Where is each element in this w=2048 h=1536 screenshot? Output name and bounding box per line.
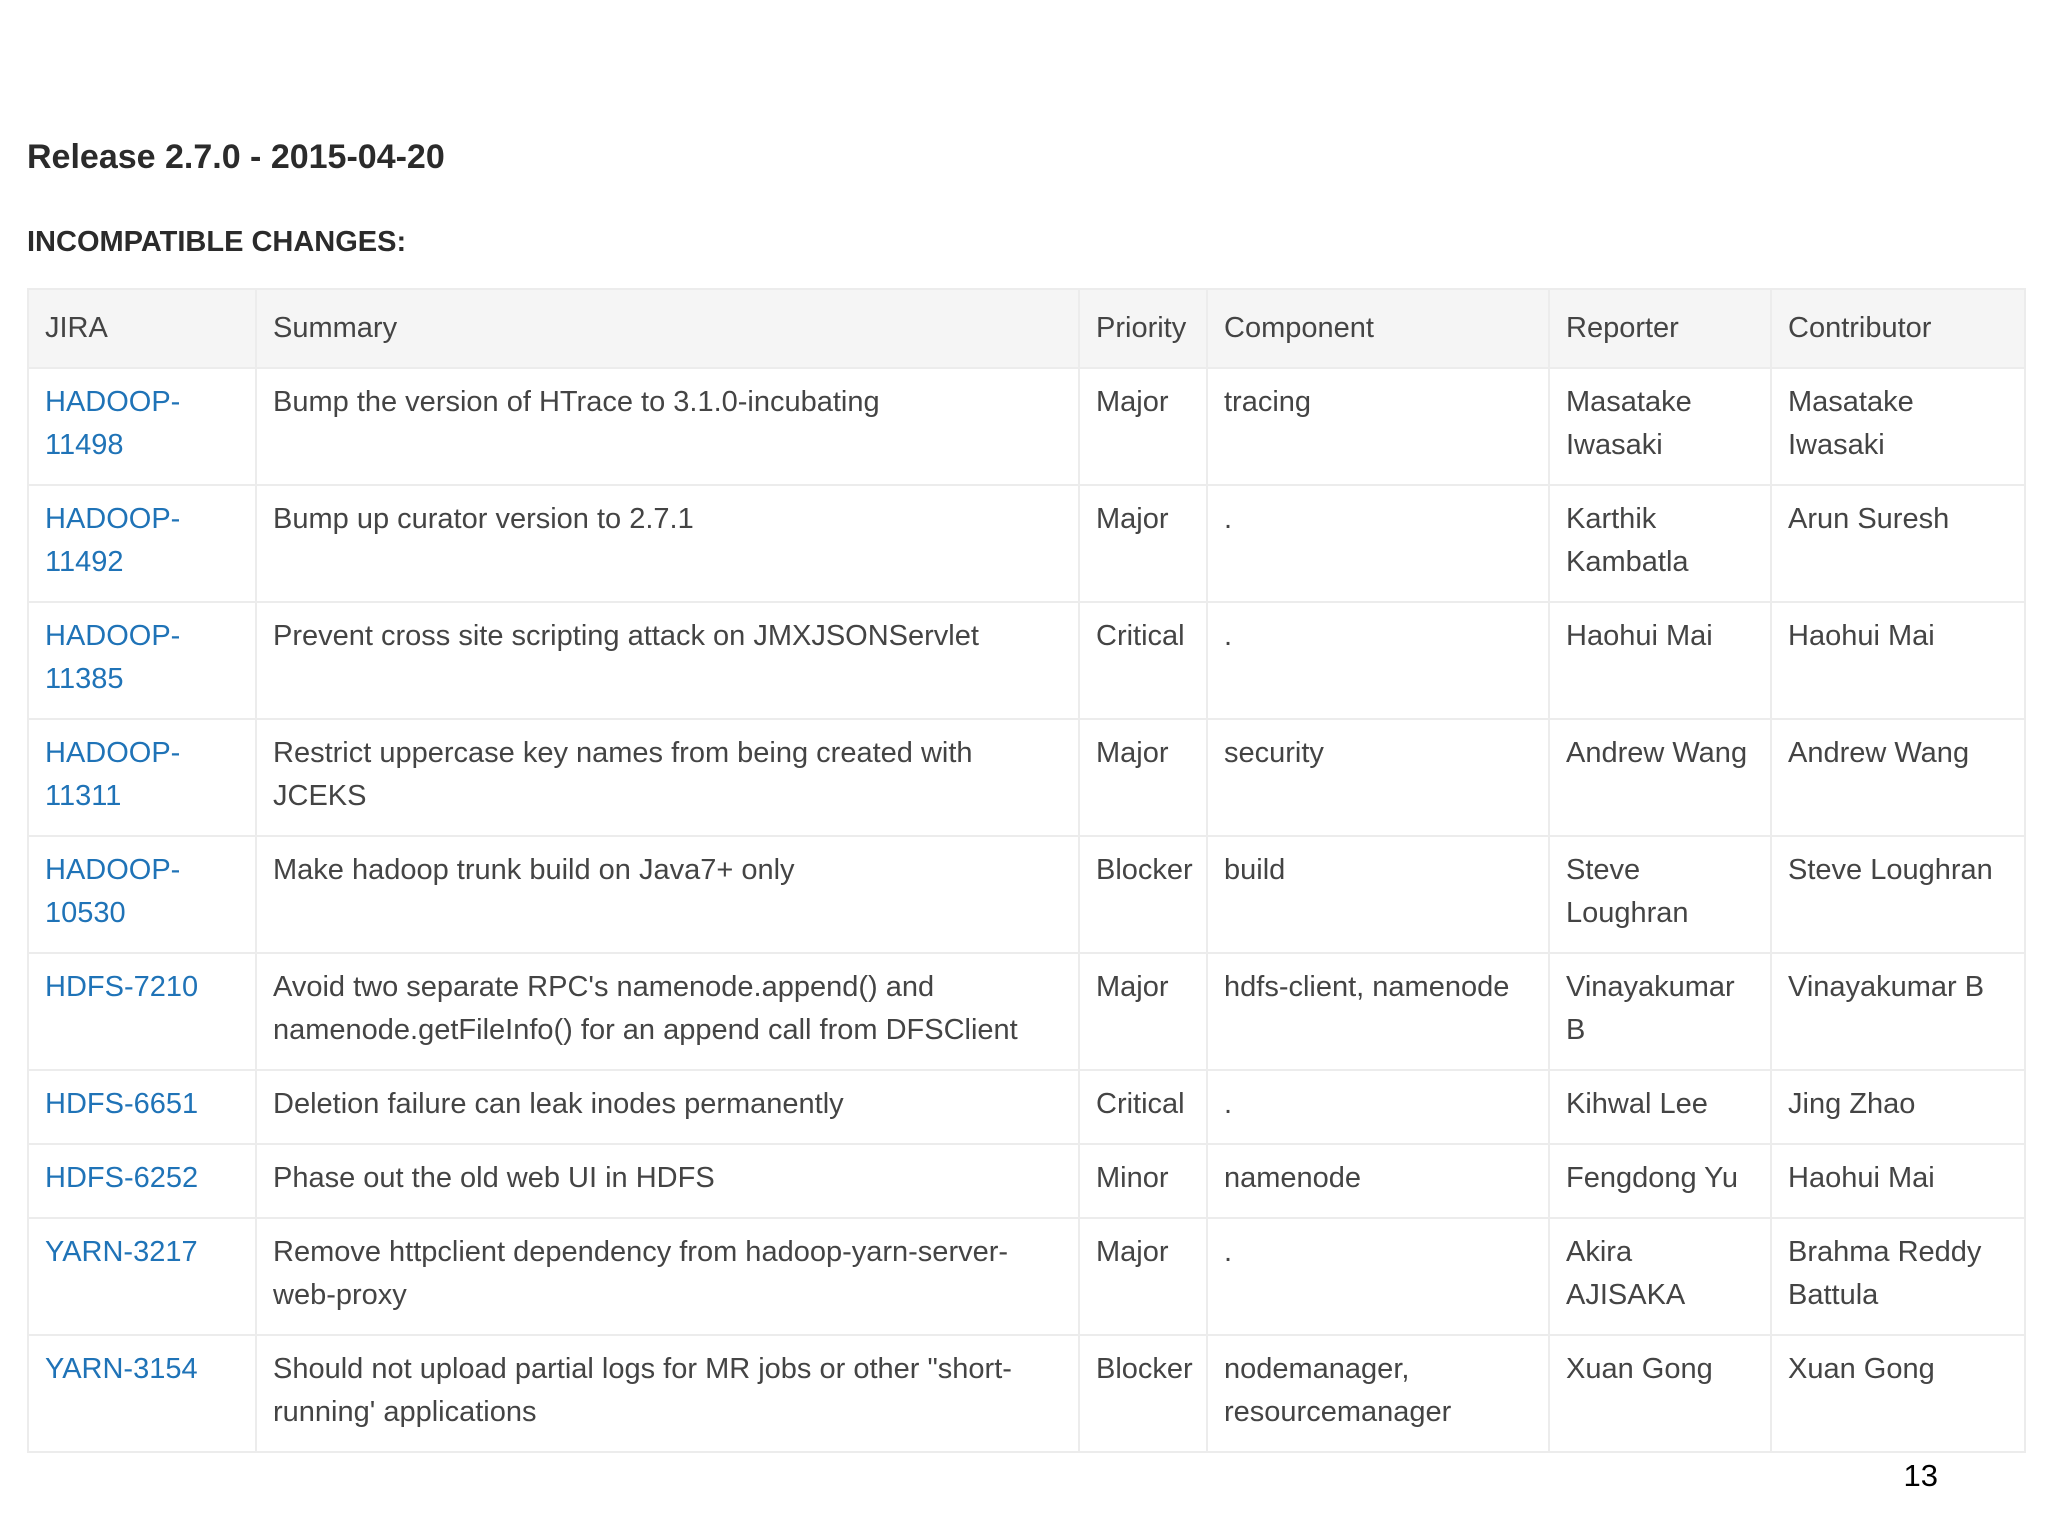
table-row <box>28 368 2025 485</box>
contributor-cell: Brahma Reddy Battula <box>1771 1218 2025 1335</box>
component-cell: namenode <box>1207 1144 1549 1218</box>
section-title: INCOMPATIBLE CHANGES: <box>27 226 407 258</box>
reporter-cell: Akira AJISAKA <box>1549 1218 1771 1335</box>
jira-link[interactable]: YARN-3217 <box>45 1236 198 1268</box>
jira-cell <box>28 953 256 1070</box>
priority-cell: Critical <box>1079 1070 1207 1144</box>
priority-cell: Blocker <box>1079 1335 1207 1452</box>
jira-cell <box>28 1070 256 1144</box>
reporter-cell: Karthik Kambatla <box>1549 485 1771 602</box>
summary-cell: Prevent cross site scripting attack on JMXJSONServlet <box>256 602 1079 719</box>
jira-link[interactable]: HADOOP-11498 <box>45 386 181 461</box>
header-summary: Summary <box>256 289 1079 368</box>
contributor-cell: Vinayakumar B <box>1771 953 2025 1070</box>
jira-link[interactable]: HADOOP-10530 <box>45 854 181 929</box>
jira-cell <box>28 1335 256 1452</box>
table-body <box>28 368 2025 1452</box>
contributor-cell: Haohui Mai <box>1771 602 2025 719</box>
jira-link[interactable]: HADOOP-11385 <box>45 620 181 695</box>
table-row <box>28 485 2025 602</box>
changes-table <box>27 288 2026 1453</box>
component-cell: nodemanager, resourcemanager <box>1207 1335 1549 1452</box>
jira-link[interactable]: HADOOP-11311 <box>45 737 181 812</box>
table-row <box>28 1070 2025 1144</box>
jira-cell <box>28 602 256 719</box>
page-number: 13 <box>1903 1458 1938 1493</box>
jira-link[interactable]: HDFS-6252 <box>45 1162 199 1194</box>
contributor-cell: Jing Zhao <box>1771 1070 2025 1144</box>
component-cell: . <box>1207 485 1549 602</box>
summary-cell: Should not upload partial logs for MR jobs or other "short-running' applications <box>256 1335 1079 1452</box>
jira-link[interactable]: HADOOP-11492 <box>45 503 181 578</box>
contributor-cell: Haohui Mai <box>1771 1144 2025 1218</box>
priority-cell: Major <box>1079 1218 1207 1335</box>
header-priority: Priority <box>1079 289 1207 368</box>
contributor-cell: Xuan Gong <box>1771 1335 2025 1452</box>
priority-cell: Major <box>1079 719 1207 836</box>
header-reporter: Reporter <box>1549 289 1771 368</box>
contributor-cell: Andrew Wang <box>1771 719 2025 836</box>
table-row <box>28 602 2025 719</box>
component-cell: security <box>1207 719 1549 836</box>
summary-cell: Make hadoop trunk build on Java7+ only <box>256 836 1079 953</box>
summary-cell: Avoid two separate RPC's namenode.append() and namenode.getFileInfo() for an append call from DFSClient <box>256 953 1079 1070</box>
table-header <box>28 289 2025 368</box>
component-cell: hdfs-client, namenode <box>1207 953 1549 1070</box>
reporter-cell: Vinayakumar B <box>1549 953 1771 1070</box>
jira-cell <box>28 368 256 485</box>
jira-cell <box>28 485 256 602</box>
release-title: Release 2.7.0 - 2015-04-20 <box>27 138 445 176</box>
summary-cell: Bump up curator version to 2.7.1 <box>256 485 1079 602</box>
reporter-cell: Masatake Iwasaki <box>1549 368 1771 485</box>
component-cell: build <box>1207 836 1549 953</box>
priority-cell: Major <box>1079 953 1207 1070</box>
jira-cell <box>28 719 256 836</box>
component-cell: . <box>1207 1070 1549 1144</box>
contributor-cell: Arun Suresh <box>1771 485 2025 602</box>
component-cell: . <box>1207 602 1549 719</box>
summary-cell: Remove httpclient dependency from hadoop-yarn-server-web-proxy <box>256 1218 1079 1335</box>
header-component: Component <box>1207 289 1549 368</box>
jira-link[interactable]: YARN-3154 <box>45 1353 198 1385</box>
summary-cell: Deletion failure can leak inodes permanently <box>256 1070 1079 1144</box>
priority-cell: Blocker <box>1079 836 1207 953</box>
header-contributor: Contributor <box>1771 289 2025 368</box>
table-row <box>28 1335 2025 1452</box>
table-row <box>28 719 2025 836</box>
priority-cell: Critical <box>1079 602 1207 719</box>
table-row <box>28 953 2025 1070</box>
priority-cell: Major <box>1079 368 1207 485</box>
jira-cell <box>28 1144 256 1218</box>
reporter-cell: Haohui Mai <box>1549 602 1771 719</box>
jira-link[interactable]: HDFS-6651 <box>45 1088 199 1120</box>
component-cell: . <box>1207 1218 1549 1335</box>
header-row <box>28 289 2025 368</box>
jira-cell <box>28 836 256 953</box>
reporter-cell: Xuan Gong <box>1549 1335 1771 1452</box>
summary-cell: Bump the version of HTrace to 3.1.0-incubating <box>256 368 1079 485</box>
priority-cell: Major <box>1079 485 1207 602</box>
jira-link[interactable]: HDFS-7210 <box>45 971 199 1003</box>
contributor-cell: Steve Loughran <box>1771 836 2025 953</box>
table-row <box>28 1218 2025 1335</box>
table-row <box>28 1144 2025 1218</box>
table-row <box>28 836 2025 953</box>
component-cell: tracing <box>1207 368 1549 485</box>
reporter-cell: Fengdong Yu <box>1549 1144 1771 1218</box>
summary-cell: Phase out the old web UI in HDFS <box>256 1144 1079 1218</box>
summary-cell: Restrict uppercase key names from being created with JCEKS <box>256 719 1079 836</box>
contributor-cell: Masatake Iwasaki <box>1771 368 2025 485</box>
header-jira: JIRA <box>28 289 256 368</box>
reporter-cell: Kihwal Lee <box>1549 1070 1771 1144</box>
reporter-cell: Andrew Wang <box>1549 719 1771 836</box>
priority-cell: Minor <box>1079 1144 1207 1218</box>
reporter-cell: Steve Loughran <box>1549 836 1771 953</box>
jira-cell <box>28 1218 256 1335</box>
